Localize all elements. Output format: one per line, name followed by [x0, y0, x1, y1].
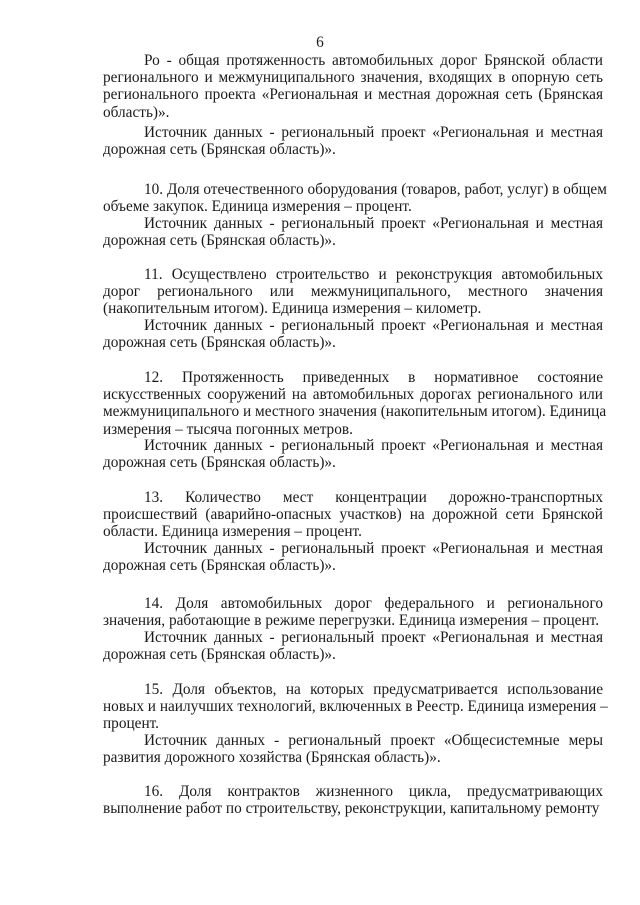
text-line: Источник данных - региональный проект «Региональная и местная	[144, 317, 603, 334]
text-line: 13. Количество мест концентрации дорожно-транспортных	[144, 489, 603, 506]
text-line: дорожная сеть (Брянская область)».	[103, 557, 336, 575]
text-line: процент.	[103, 715, 160, 733]
text-line: межмуниципального и местного значения (накопительным итогом). Единица	[103, 403, 607, 421]
text-line: области. Единица измерения – процент.	[103, 523, 362, 541]
text-line: происшествий (аварийно-опасных участков) на дорожной сети Брянской	[103, 506, 603, 524]
text-line: Источник данных - региональный проект «Региональная и местная	[144, 124, 603, 141]
text-line: Источник данных - региональный проект «Региональная и местная	[144, 540, 603, 557]
text-line: 12. Протяженность приведенных в нормативное состояние	[144, 369, 603, 386]
text-line: значения, работающие в режиме перегрузки. Единица измерения – процент.	[103, 612, 600, 630]
text-line: искусственных сооружений на автомобильных дорогах регионального или	[103, 386, 603, 404]
text-line: (накопительным итогом). Единица измерения – километр.	[103, 300, 482, 318]
text-line: Источник данных - региональный проект «Региональная и местная	[144, 629, 603, 646]
text-line: дорожная сеть (Брянская область)».	[103, 232, 336, 250]
text-line: дорог регионального или межмуниципального, местного значения	[103, 283, 603, 301]
text-line: объеме закупок. Единица измерения – процент.	[103, 198, 412, 216]
text-line: регионального проекта «Региональная и местная дорожная сеть (Брянская	[103, 86, 603, 104]
text-line: новых и наилучших технологий, включенных в Реестр. Единица измерения –	[103, 698, 608, 716]
text-line: дорожная сеть (Брянская область)».	[103, 454, 336, 472]
text-line: 10. Доля отечественного оборудования (товаров, работ, услуг) в общем	[144, 181, 607, 198]
text-line: измерения – тысяча погонных метров.	[103, 420, 353, 438]
text-line: область)».	[103, 103, 170, 121]
text-line: дорожная сеть (Брянская область)».	[103, 334, 336, 352]
text-line: Источник данных - региональный проект «Общесистемные меры	[144, 732, 603, 749]
text-line: развития дорожного хозяйства (Брянская область)».	[103, 749, 441, 767]
text-line: выполнение работ по строительству, реконструкции, капитальному ремонту	[103, 800, 600, 818]
text-line: Источник данных - региональный проект «Региональная и местная	[144, 215, 603, 232]
text-line: Ро - общая протяженность автомобильных дорог Брянской области	[144, 52, 603, 69]
text-line: 16. Доля контрактов жизненного цикла, предусматривающих	[144, 783, 603, 800]
text-line: Источник данных - региональный проект «Региональная и местная	[144, 437, 603, 454]
text-line: 14. Доля автомобильных дорог федерального и регионального	[144, 595, 603, 612]
text-line: дорожная сеть (Брянская область)».	[103, 141, 336, 159]
text-line: дорожная сеть (Брянская область)».	[103, 646, 336, 664]
page-number: 6	[316, 34, 324, 51]
text-line: регионального и межмуниципального значения, входящих в опорную сеть	[103, 69, 603, 87]
text-line: 15. Доля объектов, на которых предусматривается использование	[144, 681, 603, 698]
text-line: 11. Осуществлено строительство и реконструкция автомобильных	[144, 266, 603, 283]
